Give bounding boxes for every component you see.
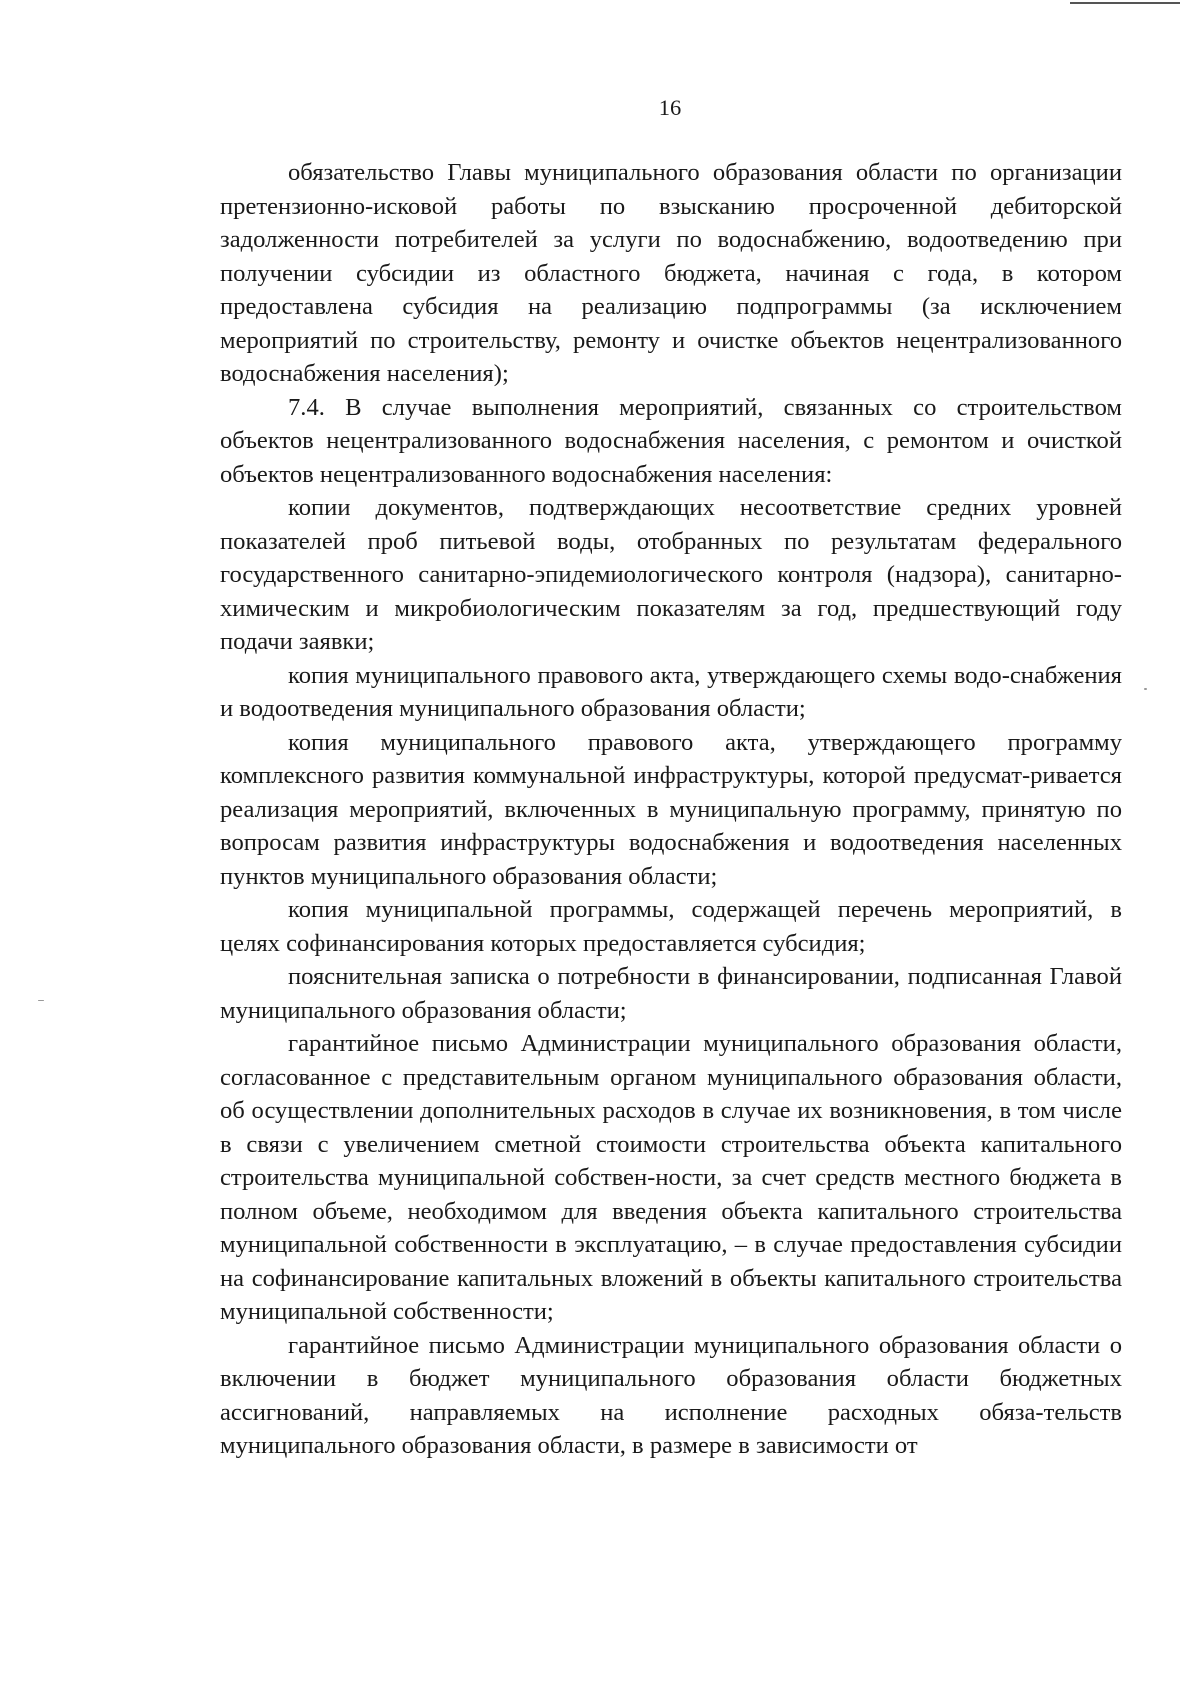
page-number: 16 — [658, 95, 682, 120]
paragraph-guarantee-letter-budget: гарантийное письмо Администрации муниципального образования области о включении в бюджет муниципального образования области бюджетных ассигнований, направляемых на исполнение расходных обяза-тельств муниципального образования области, в размере в зависимости от — [220, 1331, 1122, 1459]
paragraph-copies-documents: копии документов, подтверждающих несоответствие средних уровней показателей проб питьевой воды, отобранных по результатам федерального государственного санитарно-эпидемиологического контроля (надзора), санитарно-химическим и микробиологическим показателям за год, предшествующий году подачи заявки; — [220, 494, 1122, 655]
scan-speck — [1144, 688, 1147, 690]
scan-speck — [38, 1000, 44, 1001]
paragraph-explanatory-note: пояснительная записка о потребности в финансировании, подписанная Главой муниципального образования области; — [220, 963, 1122, 1024]
document-body — [220, 156, 1122, 1463]
paragraph-copy-infrastructure-program: копия муниципального правового акта, утверждающего программу комплексного развития коммунальной инфраструктуры, которой предусмат-ривается реализация мероприятий, включенных в муниципальную программу, принятую по вопросам развития инфраструктуры водоснабжения и водоотведения населенных пунктов муниципального образования области; — [220, 728, 1122, 890]
paragraph-copy-schemes: копия муниципального правового акта, утверждающего схемы водо-снабжения и водоотведения муниципального образования области; — [220, 661, 1122, 722]
paragraph-obligation: обязательство Главы муниципального образования области по организации претензионно-исковой работы по взысканию просроченной дебиторской задолженности потребителей за услуги по водоснабжению, водоотведению при получении субсидии из областного бюджета, начиная с года, в котором предоставлена субсидия на реализацию подпрограммы (за исключением мероприятий по строительству, ремонту и очистке объектов нецентрализованного водоснабжения населения); — [220, 159, 1122, 387]
scan-edge-line — [1070, 2, 1180, 4]
paragraph-guarantee-letter-expenses: гарантийное письмо Администрации муниципального образования области, согласованное с представительным органом муниципального образования области, об осуществлении дополнительных расходов в случае их возникновения, в том числе в связи с увеличением сметной стоимости строительства объекта капитального строительства муниципальной собствен-ности, за счет средств местного бюджета в полном объеме, необходимом для введения объекта капитального строительства муниципальной собственности в эксплуатацию, – в случае предоставления субсидии на софинансирование капитальных вложений в объекты капитального строительства муниципальной собственности; — [220, 1030, 1122, 1325]
paragraph-copy-municipal-program: копия муниципальной программы, содержащей перечень мероприятий, в целях софинансирования которых предоставляется субсидия; — [220, 896, 1122, 957]
paragraph-section-7-4: 7.4. В случае выполнения мероприятий, связанных со строительством объектов нецентрализованного водоснабжения населения, с ремонтом и очисткой объектов нецентрализованного водоснабжения населения: — [220, 393, 1122, 488]
